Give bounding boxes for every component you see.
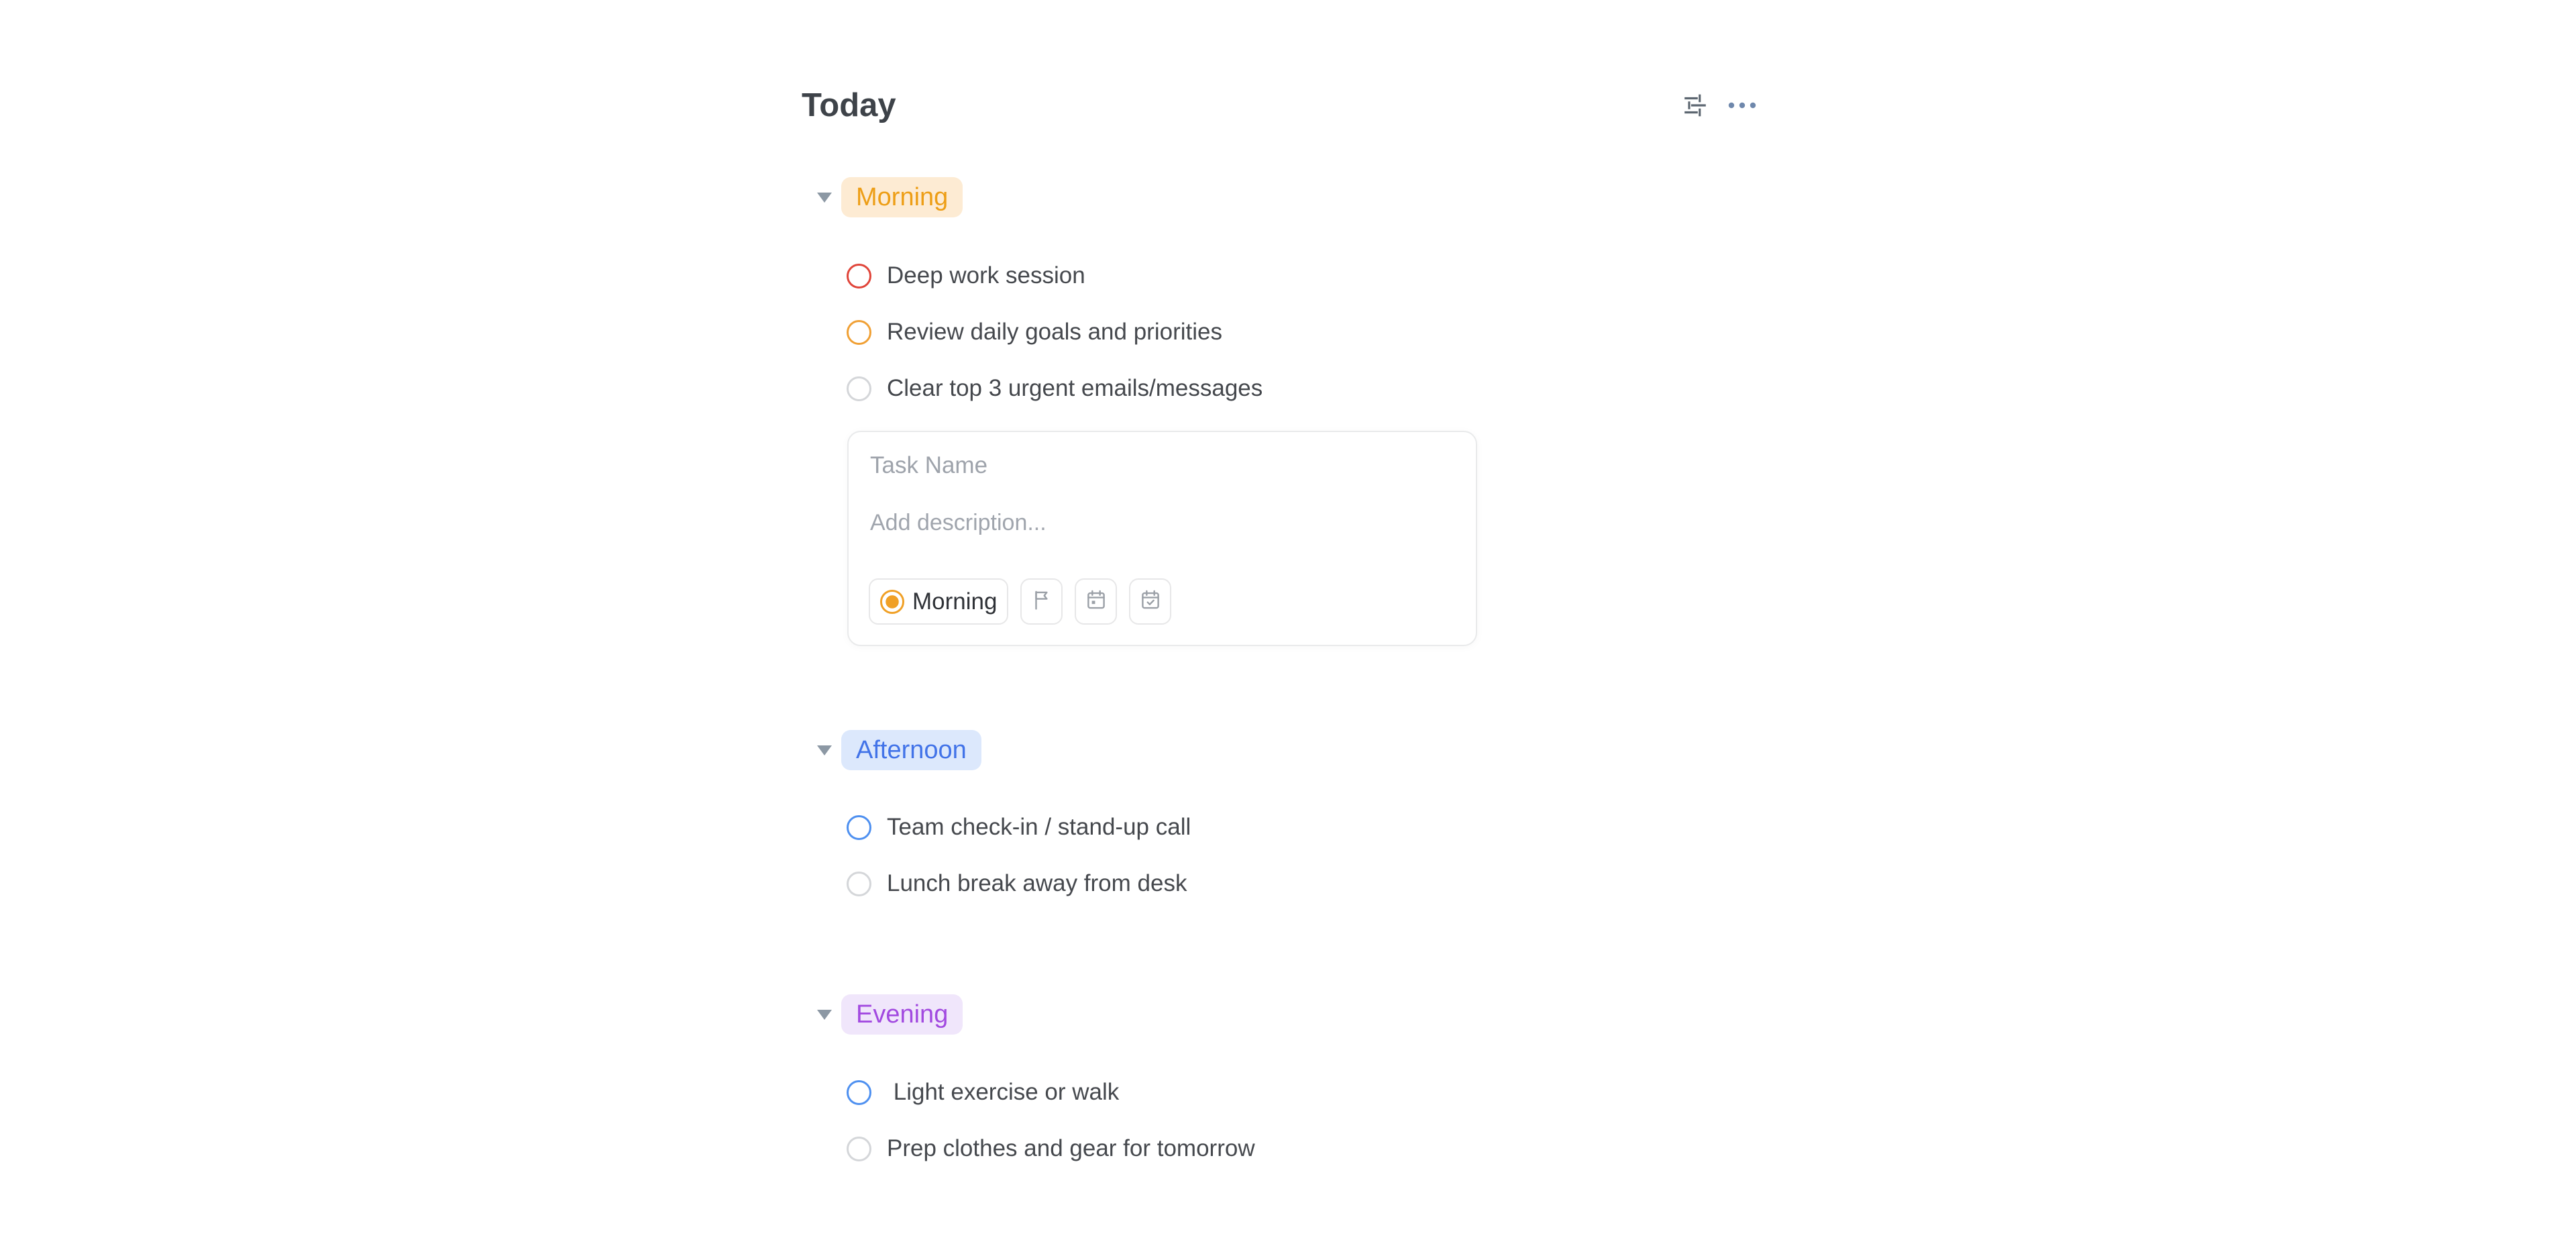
flag-icon bbox=[1030, 588, 1053, 615]
task-row[interactable] bbox=[847, 855, 1191, 912]
task-checkbox-priority-low[interactable] bbox=[847, 1080, 871, 1105]
task-checkbox-priority-high[interactable] bbox=[847, 264, 871, 289]
task-title[interactable]: Review daily goals and priorities bbox=[887, 319, 1222, 345]
list-picker-label: Morning bbox=[912, 588, 998, 615]
task-list-evening bbox=[847, 1064, 1255, 1177]
section-badge-afternoon[interactable]: Afternoon bbox=[841, 730, 981, 770]
task-list-pane bbox=[817, 0, 1823, 1256]
task-description-input[interactable] bbox=[870, 509, 1447, 537]
collapse-chevron-icon[interactable] bbox=[817, 745, 832, 755]
page-title: Today bbox=[802, 87, 896, 123]
list-picker-button[interactable] bbox=[869, 578, 1008, 625]
list-color-dot-icon bbox=[880, 590, 904, 614]
add-task-composer bbox=[847, 431, 1477, 646]
task-checkbox-no-priority[interactable] bbox=[847, 376, 871, 401]
task-title[interactable]: Team check-in / stand-up call bbox=[887, 814, 1191, 840]
task-row[interactable] bbox=[847, 1064, 1255, 1120]
priority-button[interactable] bbox=[1020, 578, 1063, 625]
task-title[interactable]: Lunch break away from desk bbox=[887, 870, 1187, 896]
task-row[interactable] bbox=[847, 799, 1191, 855]
task-list-afternoon bbox=[847, 799, 1191, 912]
section-header-evening[interactable] bbox=[817, 994, 963, 1035]
calendar-check-icon bbox=[1139, 588, 1162, 615]
task-row[interactable] bbox=[847, 248, 1263, 304]
task-row[interactable] bbox=[847, 304, 1263, 360]
task-title[interactable]: Deep work session bbox=[887, 262, 1085, 289]
collapse-chevron-icon[interactable] bbox=[817, 1010, 832, 1020]
section-badge-evening[interactable]: Evening bbox=[841, 994, 963, 1035]
task-checkbox-no-priority[interactable] bbox=[847, 1137, 871, 1161]
task-title[interactable]: Prep clothes and gear for tomorrow bbox=[887, 1135, 1255, 1161]
composer-actions bbox=[869, 578, 1171, 625]
due-date-button[interactable] bbox=[1075, 578, 1117, 625]
collapse-chevron-icon[interactable] bbox=[817, 193, 832, 203]
task-row[interactable] bbox=[847, 360, 1263, 417]
section-header-afternoon[interactable] bbox=[817, 730, 981, 770]
section-badge-morning[interactable]: Morning bbox=[841, 177, 963, 217]
section-header-morning[interactable] bbox=[817, 177, 963, 217]
task-name-input[interactable] bbox=[870, 451, 1447, 480]
calendar-icon bbox=[1085, 588, 1108, 615]
task-row[interactable] bbox=[847, 1120, 1255, 1177]
task-title[interactable]: Clear top 3 urgent emails/messages bbox=[887, 375, 1263, 401]
task-checkbox-priority-medium[interactable] bbox=[847, 320, 871, 345]
task-title[interactable]: Light exercise or walk bbox=[887, 1079, 1120, 1105]
reminder-button[interactable] bbox=[1129, 578, 1171, 625]
task-checkbox-priority-low[interactable] bbox=[847, 815, 871, 840]
task-list-morning bbox=[847, 248, 1263, 417]
task-checkbox-no-priority[interactable] bbox=[847, 872, 871, 896]
